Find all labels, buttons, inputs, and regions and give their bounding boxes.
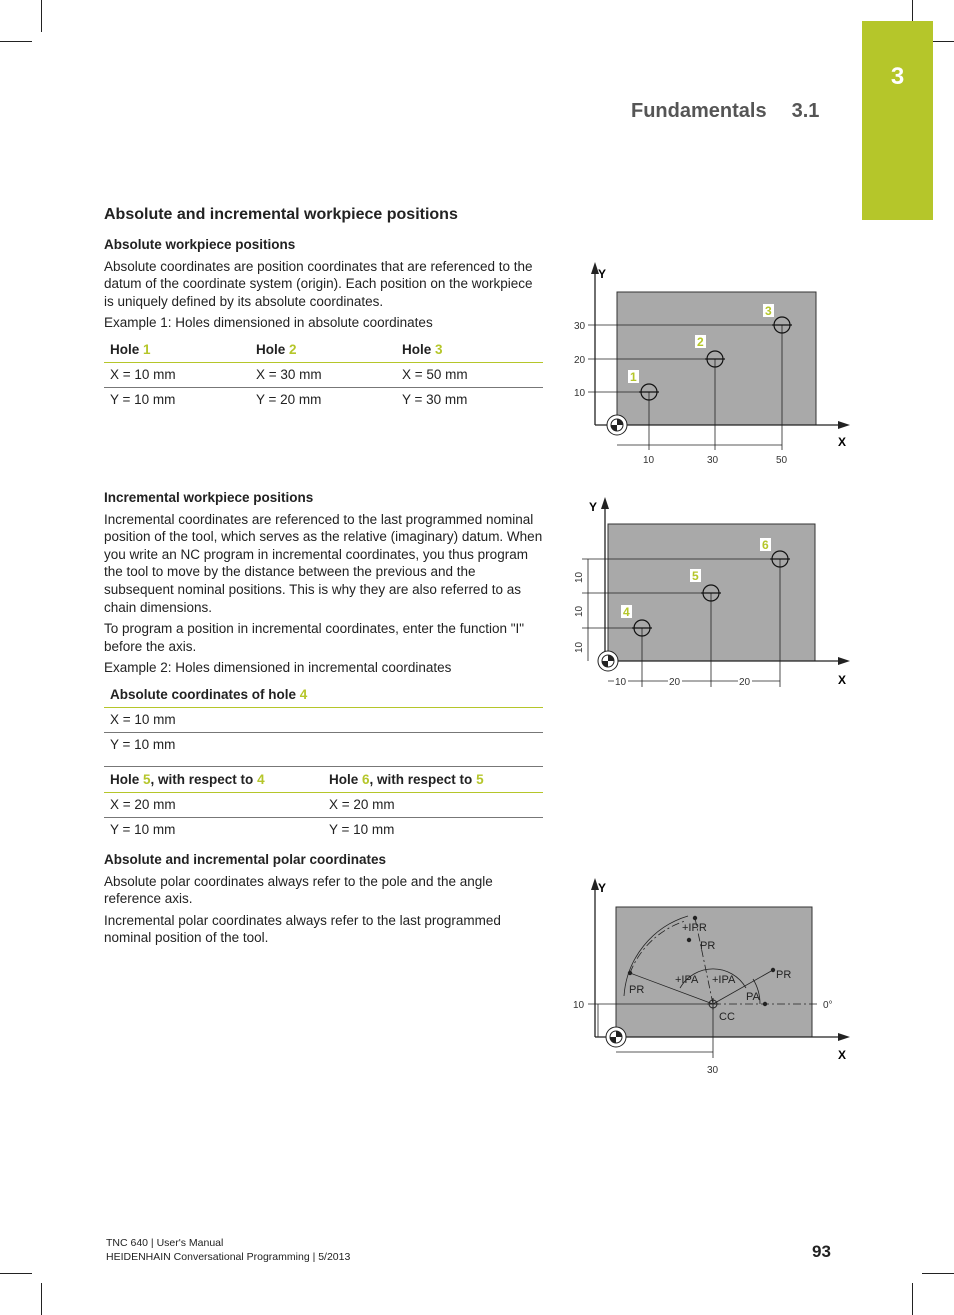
- running-header: [631, 100, 819, 123]
- label-ipa-left: +IPA: [675, 974, 699, 986]
- header-hole-5: [104, 766, 323, 792]
- absolute-holes-table: [104, 337, 543, 412]
- chapter-tab: [862, 21, 933, 220]
- hole-label: 3: [765, 304, 772, 318]
- example-1-caption: Example 1: Holes dimensioned in absolute coordinates: [104, 315, 433, 331]
- label-ipa-right: +IPA: [712, 974, 736, 986]
- x-tick-label: 30: [707, 1065, 719, 1076]
- hole-number: 4: [257, 771, 265, 787]
- y-axis-arrow: [601, 497, 609, 509]
- absolute-text: Absolute coordinates are position coordinates that are referenced to the datum of the coordinate system (origin). Each position on the workpiece is uniquely defined by its absolute coordinates.: [104, 258, 533, 309]
- polar-text-2: Incremental polar coordinates always refer to the last programmed nominal position of the tool.: [104, 912, 501, 946]
- table-cell: X = 10 mm: [104, 362, 250, 387]
- polar-point: [628, 971, 632, 975]
- table-cell: X = 50 mm: [396, 362, 543, 387]
- page-number: 93: [812, 1242, 831, 1261]
- header-hole-6: [323, 766, 543, 792]
- crop-mark: [0, 1273, 32, 1274]
- header-text: Hole: [402, 341, 436, 357]
- holes-5-6-table: [104, 766, 543, 842]
- table-row: [104, 362, 543, 387]
- header-title: Fundamentals: [631, 100, 767, 122]
- y-tick-label: 20: [574, 355, 586, 366]
- header-text: Hole: [329, 771, 363, 787]
- y-tick-label: 10: [574, 388, 586, 399]
- header-text: Hole: [110, 341, 144, 357]
- header-text: Absolute coordinates of hole: [110, 686, 300, 702]
- hole-number: 1: [143, 341, 151, 357]
- example-2-caption: Example 2: Holes dimensioned in incremental coordinates: [104, 660, 452, 676]
- polar-text-1: Absolute polar coordinates always refer to the pole and the angle reference axis.: [104, 873, 493, 907]
- subheading-absolute: Absolute workpiece positions: [104, 237, 296, 252]
- table-row: [104, 387, 543, 412]
- table-cell: Y = 30 mm: [402, 392, 468, 408]
- header-hole-3: [396, 337, 543, 363]
- label-pr-right: PR: [776, 969, 792, 981]
- table-cell: Y = 10 mm: [110, 737, 176, 753]
- y-axis-label: Y: [589, 500, 598, 514]
- crop-mark: [41, 1283, 42, 1315]
- header-text: , with respect to: [369, 771, 477, 787]
- x-tick-label: 50: [776, 455, 788, 466]
- datum-origin-icon: [598, 651, 618, 671]
- absolute-section: [104, 236, 544, 412]
- datum-origin-icon: [606, 1027, 626, 1047]
- footer-line-1: TNC 640 | User's Manual: [106, 1237, 224, 1249]
- x-axis-label: X: [838, 435, 847, 449]
- y-dimension-label: 10: [574, 641, 585, 653]
- table-header-row: [104, 682, 543, 708]
- hole-4-table: [104, 682, 543, 757]
- table-row: [104, 707, 543, 732]
- header-text: Hole: [256, 341, 290, 357]
- x-axis-arrow: [838, 657, 850, 665]
- x-tick-label: 30: [707, 455, 719, 466]
- label-ipr: +IPR: [682, 922, 707, 934]
- polar-point: [763, 1002, 767, 1006]
- x-axis-arrow: [838, 1033, 850, 1041]
- hole-number: 5: [476, 771, 484, 787]
- table-cell: X = 10 mm: [104, 707, 543, 732]
- label-pr-left: PR: [629, 984, 645, 996]
- subheading-polar: Absolute and incremental polar coordinates: [104, 852, 387, 867]
- footer-line-2: HEIDENHAIN Conversational Programming | 5/2013: [106, 1251, 351, 1263]
- label-pr-top: PR: [700, 940, 716, 952]
- crop-mark: [912, 1283, 913, 1315]
- x-axis-arrow: [838, 421, 850, 429]
- table-cell: Y = 10 mm: [329, 822, 395, 838]
- y-tick-label: 30: [574, 321, 586, 332]
- hole-number: 5: [143, 771, 151, 787]
- y-tick-label: 10: [573, 1000, 585, 1011]
- header-hole-1: [104, 337, 250, 363]
- polar-section: [104, 851, 544, 947]
- crop-mark: [0, 41, 32, 42]
- crop-mark: [922, 1273, 954, 1274]
- hole-label: 2: [697, 335, 704, 349]
- x-axis-label: X: [838, 1048, 847, 1062]
- table-row: [104, 732, 543, 757]
- x-dimension-label: 20: [739, 677, 751, 688]
- y-dimension-label: 10: [574, 605, 585, 617]
- footer: [106, 1236, 350, 1264]
- y-dimension-label: 10: [574, 571, 585, 583]
- header-hole-4: [104, 682, 543, 708]
- table-header-row: [104, 337, 543, 363]
- table-row: [104, 792, 543, 817]
- x-dimension-label: 20: [669, 677, 681, 688]
- figure-polar-coordinates: [560, 876, 860, 1081]
- crop-mark: [41, 0, 42, 32]
- chapter-number: 3: [890, 63, 905, 90]
- hole-number: 6: [362, 771, 370, 787]
- header-text: , with respect to: [150, 771, 258, 787]
- incremental-text-2: To program a position in incremental coordinates, enter the function "I" before the axis.: [104, 621, 525, 654]
- table-cell: X = 20 mm: [323, 792, 543, 817]
- incremental-text-1: Incremental coordinates are referenced to the last programmed nominal position of the tool, which serves as the relative (imaginary) datum. When you write an NC program in incremental coordinates, you thus program the tool to move by the distance between the previous and the subsequent nominal positions. This is why they are also referred to as chain dimensions.: [104, 511, 543, 615]
- hole-number: 2: [289, 341, 297, 357]
- table-header-row: [104, 766, 543, 792]
- hole-number: 3: [435, 341, 443, 357]
- polar-point: [771, 968, 775, 972]
- header-text: Hole: [110, 771, 144, 787]
- hole-label: 4: [623, 605, 630, 619]
- label-pa: PA: [746, 991, 760, 1003]
- hole-label: 5: [692, 569, 699, 583]
- polar-point: [687, 938, 691, 942]
- figure-incremental-coordinates: [560, 495, 860, 695]
- label-cc: CC: [719, 1011, 735, 1023]
- header-hole-2: [250, 337, 396, 363]
- polar-point: [693, 916, 697, 920]
- subheading-incremental: Incremental workpiece positions: [104, 490, 314, 505]
- incremental-section: [104, 489, 544, 842]
- table-cell: Y = 20 mm: [256, 392, 322, 408]
- datum-origin-icon: [607, 415, 627, 435]
- x-dimension-label: 10: [615, 677, 627, 688]
- y-axis-label: Y: [598, 267, 607, 281]
- x-axis-label: X: [838, 673, 847, 687]
- header-section: 3.1: [791, 100, 820, 122]
- table-row: [104, 817, 543, 842]
- table-cell: Y = 10 mm: [110, 392, 176, 408]
- hole-label: 1: [630, 370, 637, 384]
- y-axis-label: Y: [598, 881, 607, 895]
- table-cell: Y = 10 mm: [110, 822, 176, 838]
- label-zero-degrees: 0°: [823, 1000, 833, 1011]
- table-cell: X = 20 mm: [104, 792, 323, 817]
- figure-absolute-coordinates: [560, 260, 860, 470]
- table-cell: X = 30 mm: [250, 362, 396, 387]
- section-heading: Absolute and incremental workpiece positions: [104, 206, 458, 223]
- hole-number: 4: [299, 686, 308, 702]
- hole-label: 6: [762, 538, 769, 552]
- x-tick-label: 10: [643, 455, 655, 466]
